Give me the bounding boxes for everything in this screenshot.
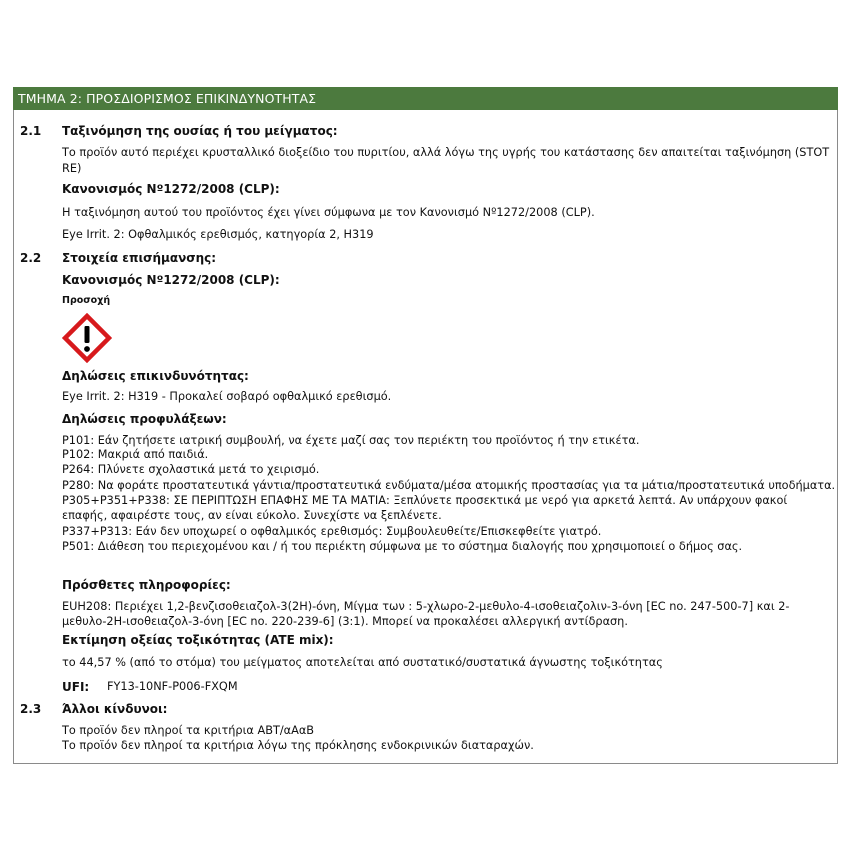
precaution-p101: P101: Εάν ζητήσετε ιατρική συμβουλή, να έχετε μαζί σας τον περιέκτη του προϊόντος ή την ετικέτα. (62, 434, 640, 447)
precaution-p264: P264: Πλύνετε σχολαστικά μετά το χειρισμό. (62, 463, 320, 476)
precaution-heading: Δηλώσεις προφυλάξεων: (62, 412, 227, 426)
classification-text-line1: Το προϊόν αυτό περιέχει κρυσταλλικό διοξείδιο του πυριτίου, αλλά λόγω της υγρής του κατάστασης δεν απαιτείται ταξινόμηση (STOT (62, 146, 830, 159)
hazard-statement: Eye Irrit. 2: H319 - Προκαλεί σοβαρό οφθαλμικό ερεθισμό. (62, 390, 392, 403)
additional-info-line2: μεθυλο-2H-ισοθειαζολ-3-όνη [EC no. 220-239-6] (3:1). Μπορεί να προκαλέσει αλλεργική αντίδραση. (62, 615, 628, 628)
clp-text: Η ταξινόμηση αυτού του προϊόντος έχει γίνει σύμφωνα με τον Κανονισμό Nº1272/2008 (CLP). (62, 206, 595, 219)
other-hazards-line2: Το προϊόν δεν πληροί τα κριτήρια λόγω της πρόκλησης ενδοκρινικών διαταραχών. (62, 739, 534, 752)
classification-eye-irrit: Eye Irrit. 2: Οφθαλμικός ερεθισμός, κατηγορία 2, H319 (62, 228, 374, 241)
hazard-heading: Δηλώσεις επικινδυνότητας: (62, 369, 249, 383)
signal-word: Προσοχή (62, 295, 111, 306)
precaution-p305: P305+P351+P338: ΣΕ ΠΕΡΙΠΤΩΣΗ ΕΠΑΦΗΣ ΜΕ ΤΑ ΜΑΤΙΑ: Ξεπλύνετε προσεκτικά με νερό για αρκετά λεπτά. Αν υπάρχουν φακοί (62, 494, 788, 507)
precaution-p501: P501: Διάθεση του περιεχομένου και / ή του περιέκτη σύμφωνα με το σύστημα διαλογής που χρησιμοποιεί ο δήμος σας. (62, 540, 743, 553)
ufi-label: UFI: (62, 680, 90, 694)
precaution-p305-cont: επαφής, αφαιρέστε τους, αν είναι εύκολο. Συνεχίστε να ξεπλένετε. (62, 509, 442, 522)
precaution-p280: P280: Να φοράτε προστατευτικά γάντια/προστατευτικά ενδύματα/μέσα ατομικής προστασίας για τα μάτια/προστατευτικά υποδήματα. (62, 479, 836, 492)
section-number-2-3: 2.3 (20, 702, 42, 716)
ate-text: το 44,57 % (από το στόμα) του μείγματος αποτελείται από συστατικό/συστατικά άγνωστης τοξικότητας (62, 656, 663, 669)
precaution-p337: P337+P313: Εάν δεν υποχωρεί ο οφθαλμικός ερεθισμός: Συμβουλευθείτε/Επισκεφθείτε γιατρό. (62, 525, 602, 538)
ate-heading: Εκτίμηση οξείας τοξικότητας (ATE mix): (62, 633, 334, 647)
clp-heading-2: Κανονισμός Nº1272/2008 (CLP): (62, 273, 280, 287)
classification-text-line2: RE) (62, 162, 82, 175)
heading-classification: Ταξινόμηση της ουσίας ή του μείγματος: (62, 124, 338, 138)
section-title-banner: ΤΜΗΜΑ 2: ΠΡΟΣΔΙΟΡΙΣΜΟΣ ΕΠΙΚΙΝΔΥΝΟΤΗΤΑΣ (13, 87, 838, 110)
section-number-2-2: 2.2 (20, 251, 42, 265)
other-hazards-line1: Το προϊόν δεν πληροί τα κριτήρια ΑΒΤ/αΑαΒ (62, 724, 315, 737)
additional-info-heading: Πρόσθετες πληροφορίες: (62, 578, 231, 592)
ufi-value: FY13-10NF-P006-FXQM (107, 680, 238, 693)
additional-info-line1: EUH208: Περιέχει 1,2-βενζισοθειαζολ-3(2H)-όνη, Μίγμα των : 5-χλωρο-2-μεθυλο-4-ισοθειαζολιν-3-όνη [EC no. 247-500-7] και 2- (62, 600, 790, 613)
precaution-p102: P102: Μακριά από παιδιά. (62, 448, 209, 461)
heading-other-hazards: Άλλοι κίνδυνοι: (62, 702, 168, 716)
section-number-2-1: 2.1 (20, 124, 42, 138)
heading-label-elements: Στοιχεία επισήμανσης: (62, 251, 217, 265)
exclamation-mark-ghs07-icon (62, 313, 112, 363)
clp-heading-1: Κανονισμός Nº1272/2008 (CLP): (62, 182, 280, 196)
